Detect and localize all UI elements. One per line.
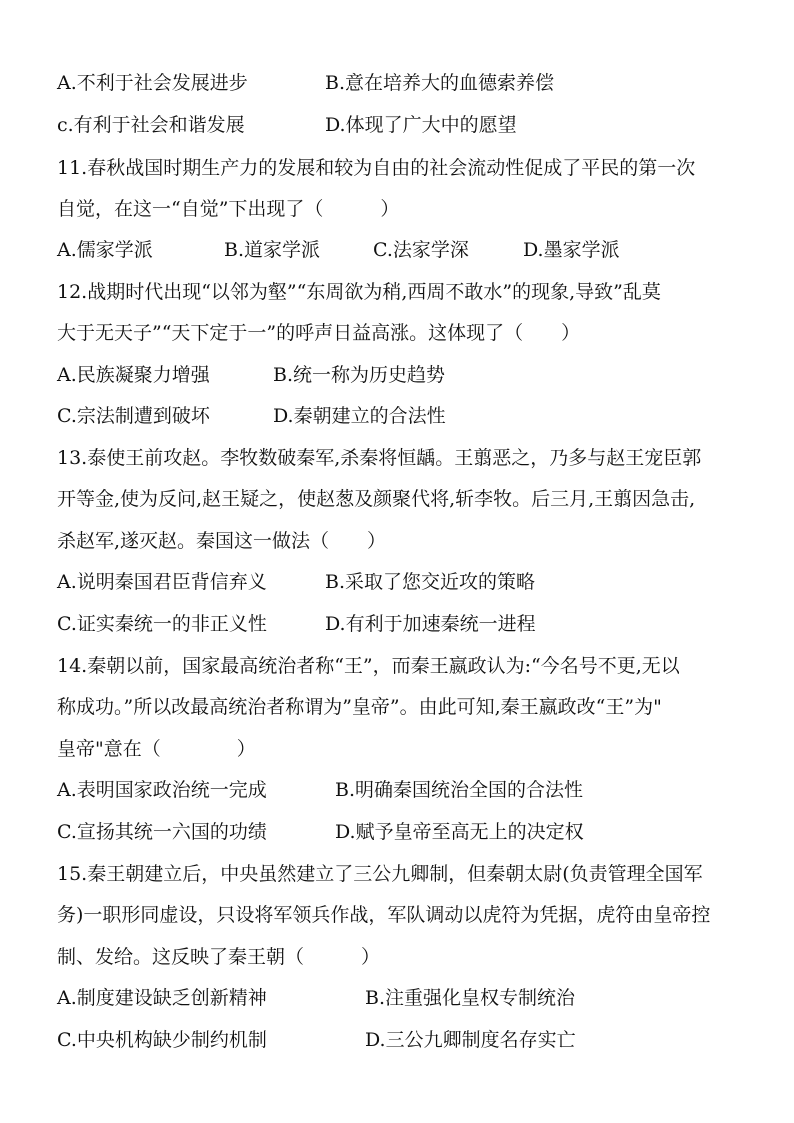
option-d: D.三公九卿制度名存实亡 [365, 1029, 576, 1051]
option-a: A.不利于社会发展进步 [57, 72, 248, 94]
option-a: A.表明国家政治统一完成 [57, 779, 267, 801]
question-11-text: 11.春秋战国时期生产力的发展和较为自由的社会流动性促成了平民的第一次 [57, 157, 696, 179]
question-14-text: 14.秦朝以前，国家最高统治者称“王”，而秦王嬴政认为:“今名号不更,无以 [57, 655, 680, 677]
option-a: A.儒家学派 [57, 239, 153, 261]
option-d: D.赋予皇帝至高无上的决定权 [335, 821, 584, 843]
question-15-text: 15.秦王朝建立后，中央虽然建立了三公九卿制，但秦朝太尉(负责管理全国军 [57, 863, 703, 885]
option-a: A.制度建设缺乏创新精神 [57, 987, 267, 1009]
option-c: C.证实秦统一的非正义性 [57, 613, 267, 635]
option-b: B.道家学派 [224, 239, 321, 261]
option-d: D.体现了广大中的愿望 [325, 114, 517, 136]
option-b: B.注重强化皇权专制统治 [365, 987, 576, 1009]
question-13-text: 开等金,使为反问,赵王疑之，使赵葱及颜聚代将,斩李牧。后三月,王翦因急击, [57, 488, 696, 510]
option-c: C.宣扬其统一六国的功绩 [57, 821, 267, 843]
question-11-text: 自觉，在这一“自觉”下出现了（ ） [57, 198, 400, 220]
option-b: B.明确秦国统治全国的合法性 [335, 779, 584, 801]
option-b: B.采取了您交近攻的策略 [325, 571, 536, 593]
question-12-text: 12.战期时代出现“以邻为壑”“东周欲为稍,西周不敢水”的现象,导致”乱莫 [57, 281, 661, 303]
option-d: D.有利于加速秦统一进程 [325, 613, 536, 635]
question-13-text: 杀赵军,遂灭赵。秦国这一做法（ ） [57, 530, 387, 552]
question-15-text: 制、发给。这反映了秦王朝（ ） [57, 946, 381, 968]
option-d: D.墨家学派 [523, 239, 620, 261]
question-14-text: 皇帝"意在（ ） [57, 738, 256, 760]
option-c: C.宗法制遭到破坏 [57, 405, 210, 427]
option-b: B.统一称为历史趋势 [273, 364, 446, 386]
option-c: C.中央机构缺少制约机制 [57, 1029, 267, 1051]
question-14-text: 称成功。”所以改最高统治者称谓为”皇帝”。由此可知,秦王嬴政改“王”为" [57, 696, 662, 718]
option-c: C.法家学深 [373, 239, 469, 261]
option-c: c.有利于社会和谐发展 [57, 114, 245, 136]
question-13-text: 13.泰使王前攻赵。李牧数破秦军,杀秦将恒龋。王翦恶之，乃多与赵王宠臣郭 [57, 447, 702, 469]
option-a: A.民族凝聚力增强 [57, 364, 210, 386]
option-d: D.秦朝建立的合法性 [273, 405, 446, 427]
option-a: A.说明秦国君臣背信弃义 [57, 571, 267, 593]
question-15-text: 务)一职形同虚设，只设将军领兵作战，军队调动以虎符为凭据，虎符由皇帝控 [57, 904, 711, 926]
option-b: B.意在培养大的血德索养偿 [325, 72, 555, 94]
question-12-text: 大于无天子”“天下定于一”的呼声日益高涨。这体现了（ ） [57, 322, 581, 344]
